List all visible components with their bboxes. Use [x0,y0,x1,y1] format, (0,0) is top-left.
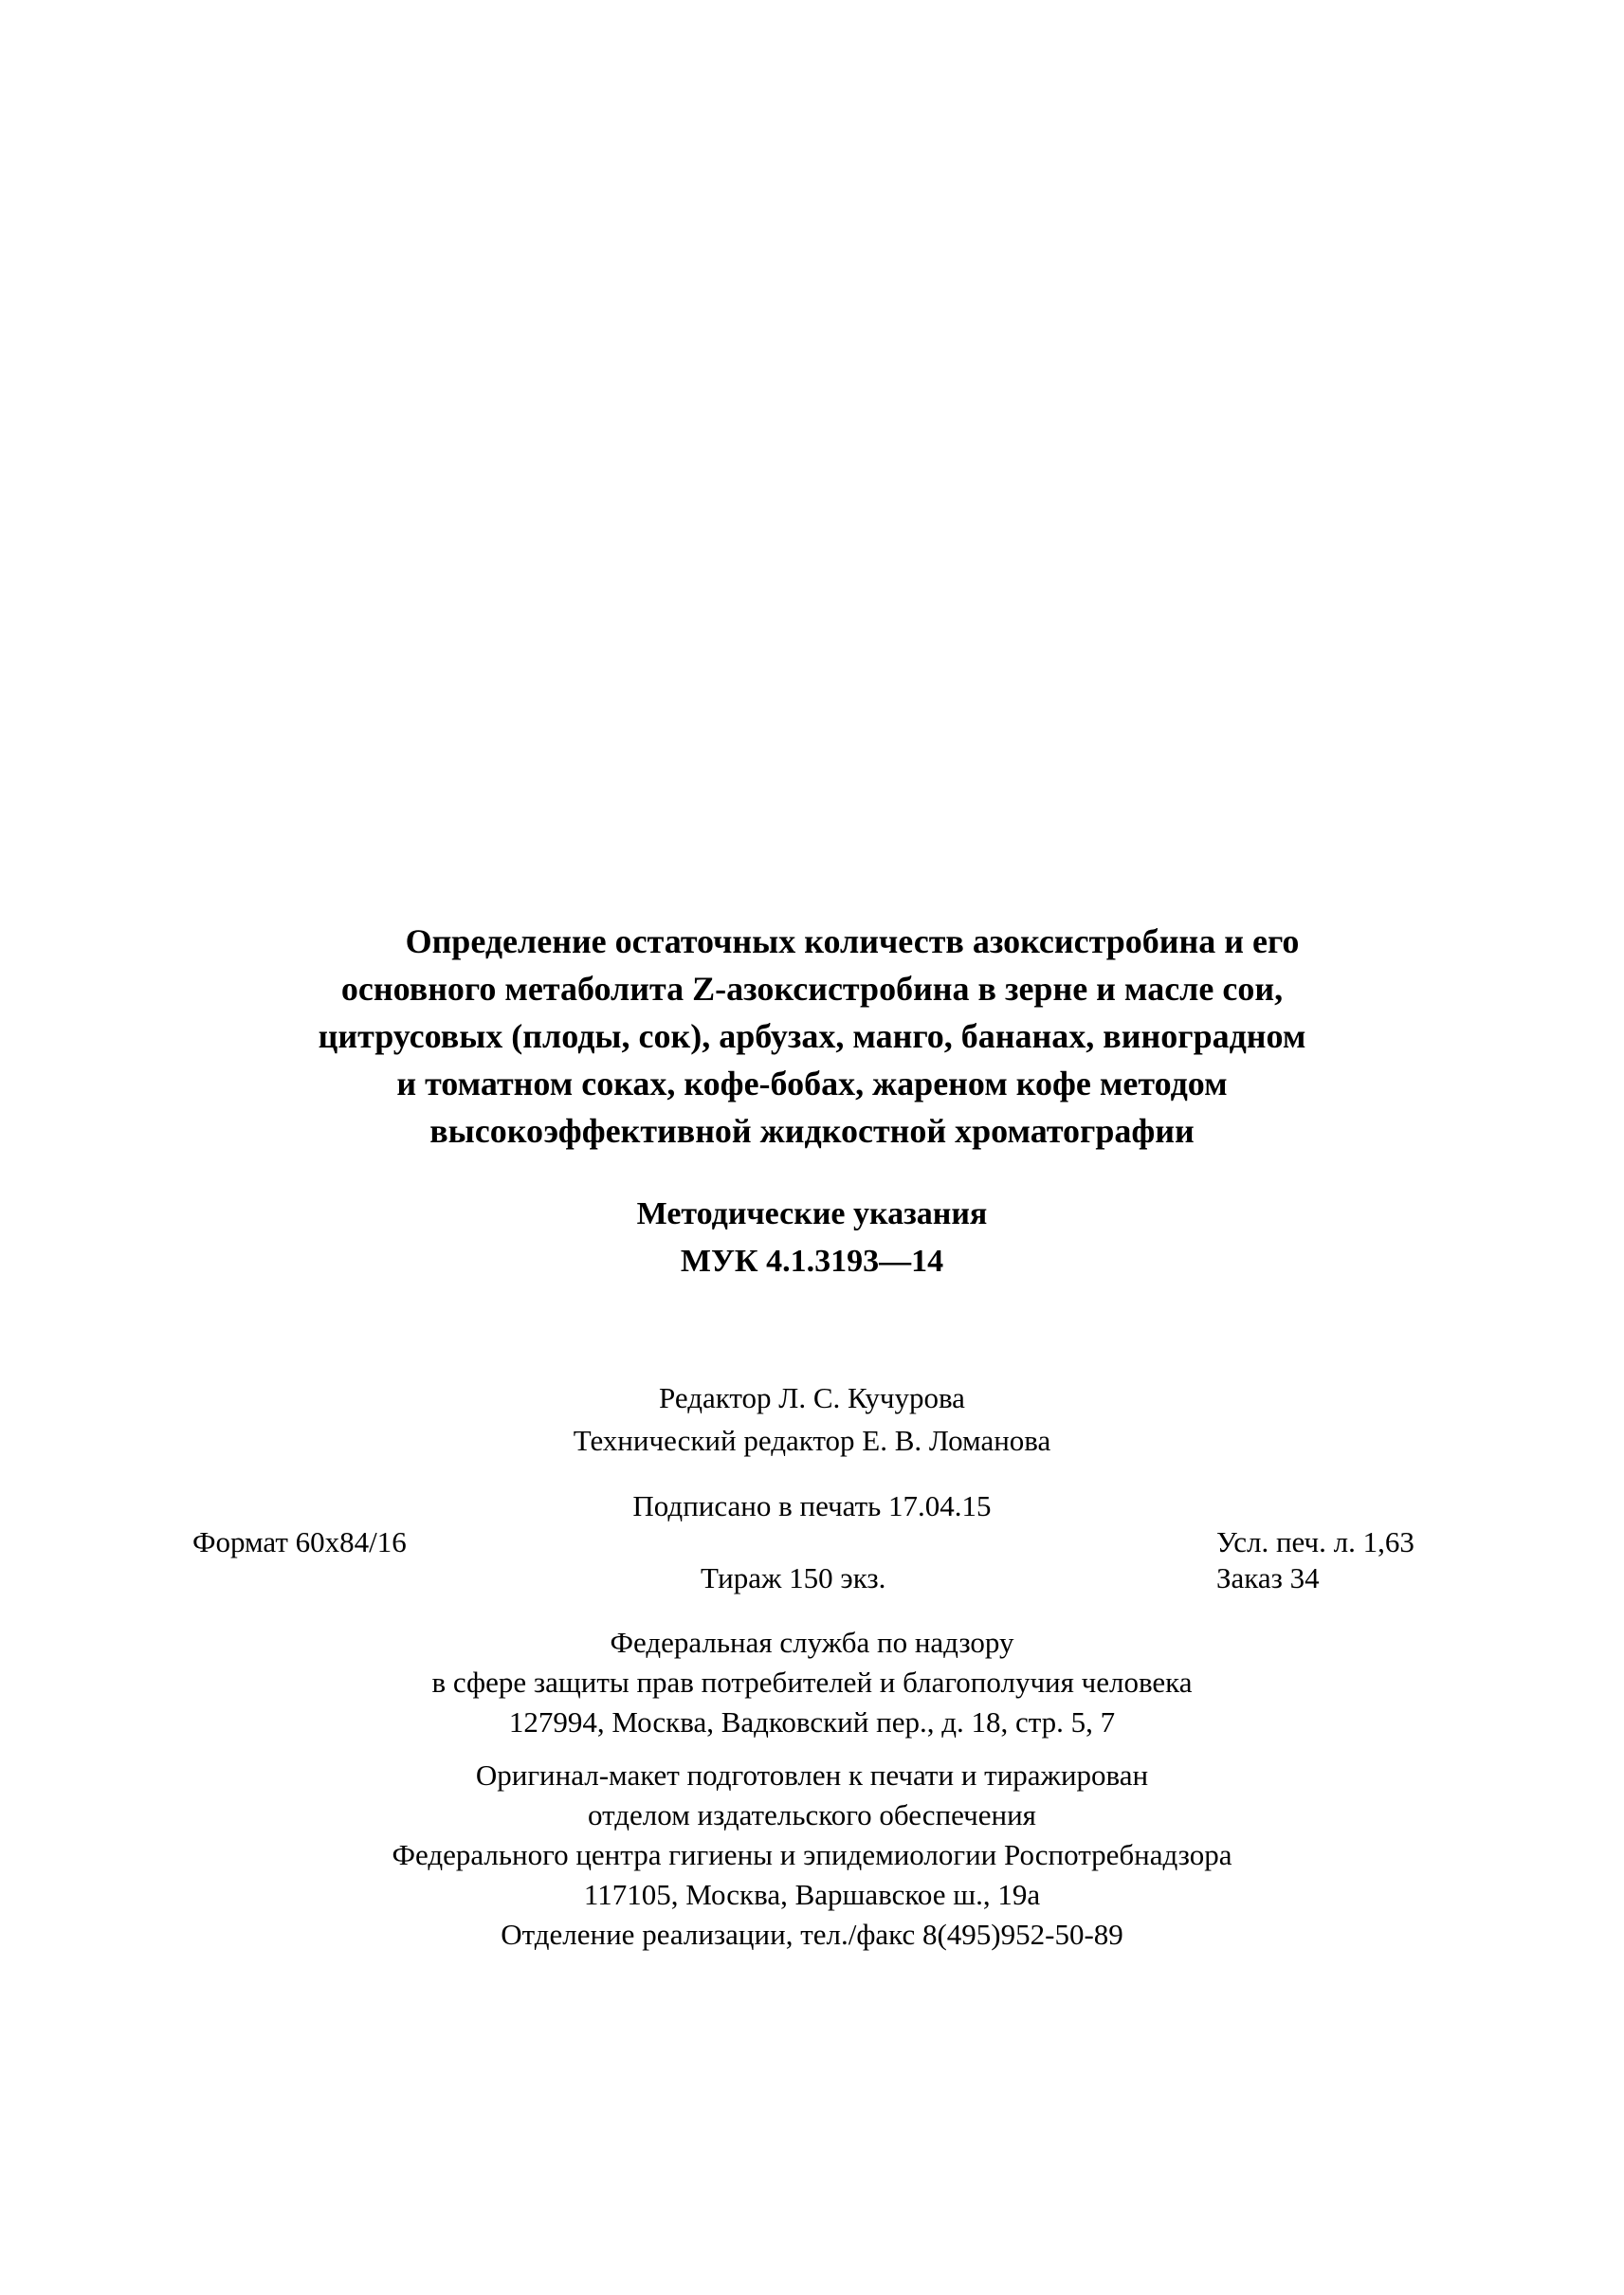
editor: Редактор Л. С. Кучурова [659,1381,965,1414]
signed-for-print: Подписано в печать 17.04.15 [632,1489,992,1522]
title-line: основного метаболита Z-азоксистробина в зерне и масле сои, [340,970,1284,1008]
title-line: и томатном соках, кофе-бобах, жареном кофе методом [396,1065,1228,1102]
order-number: Заказ 34 [1216,1561,1320,1594]
circulation: Тираж 150 экз. [701,1561,886,1594]
document-type [284,1191,1340,1285]
editors-block [379,1376,1245,1462]
publisher-line: в сфере защиты прав потребителей и благополучия человека [431,1666,1193,1699]
printer-line: Федерального центра гигиены и эпидемиологии Роспотребнадзора [392,1838,1232,1871]
document-title [190,918,1434,1155]
title-line: высокоэффективной жидкостной хроматографии [429,1112,1195,1150]
title-line: Определение остаточных количеств азоксистробина и его [405,922,1300,960]
publisher-block [284,1623,1340,1742]
document-type-label: Методические указания [636,1196,988,1231]
printer-line: отделом издательского обеспечения [588,1798,1036,1831]
printer-line: 117105, Москва, Варшавское ш., 19а [583,1878,1041,1911]
printer-line: Отделение реализации, тел./факс 8(495)952-50-89 [501,1918,1123,1951]
technical-editor: Технический редактор Е. В. Ломанова [573,1424,1051,1457]
publisher-line: 127994, Москва, Вадковский пер., д. 18, стр. 5, 7 [508,1705,1116,1739]
document-code: МУК 4.1.3193—14 [680,1244,944,1279]
print-sheets: Усл. печ. л. 1,63 [1216,1525,1414,1558]
title-line: цитрусовых (плоды, сок), арбузах, манго, бананах, виноградном [318,1017,1306,1055]
publisher-line: Федеральная служба по надзору [610,1626,1014,1659]
printer-line: Оригинал-макет подготовлен к печати и тиражирован [475,1758,1149,1792]
printer-block [284,1756,1340,1955]
paper-format: Формат 60x84/16 [192,1525,407,1558]
